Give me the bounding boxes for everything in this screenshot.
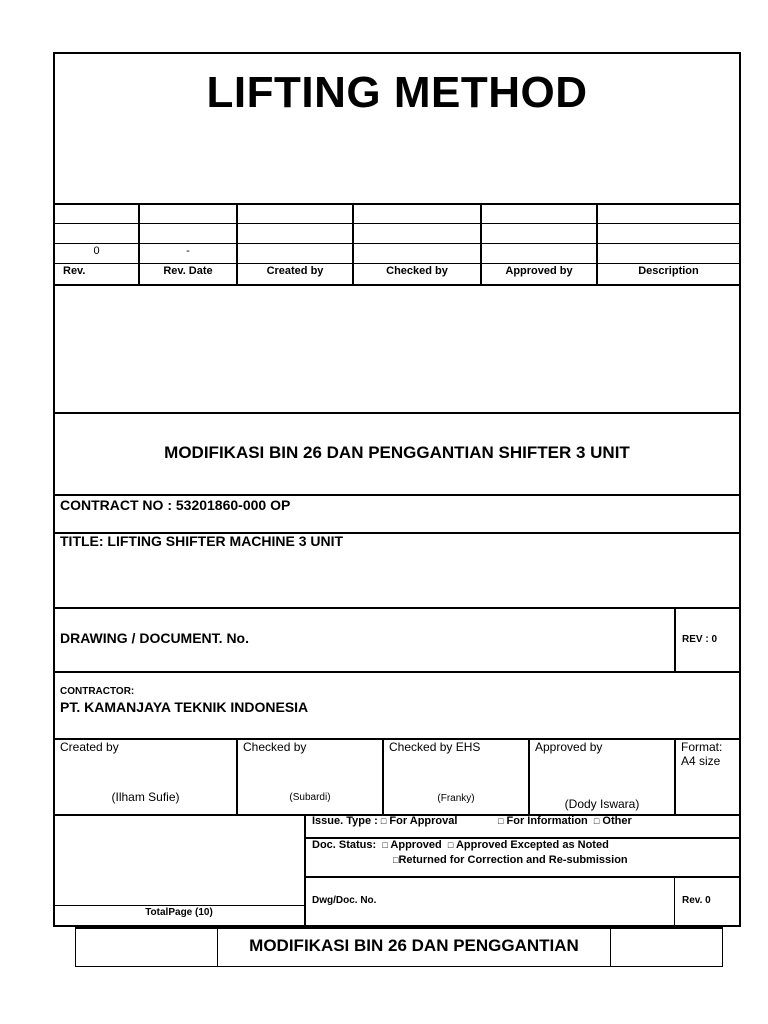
- section-divider: [53, 607, 741, 609]
- bottom-strip-title: MODIFIKASI BIN 26 DAN PENGGANTIAN: [249, 936, 579, 955]
- project-title: MODIFIKASI BIN 26 DAN PENGGANTIAN SHIFTER 3 UNIT: [164, 443, 630, 462]
- section-divider: [53, 494, 741, 496]
- doc-status-row: [393, 854, 628, 866]
- format-label: Format:: [681, 740, 723, 754]
- checkbox-icon[interactable]: □: [382, 840, 388, 850]
- status-option-returned: Returned for Correction and Re-submission: [398, 854, 628, 866]
- revision-col-description: Description: [638, 265, 699, 277]
- totalpage-divider: [53, 905, 305, 906]
- drawing-rev-divider: [674, 607, 676, 671]
- section-divider: [53, 412, 741, 414]
- created-by-label: Created by: [60, 740, 119, 754]
- dwg-rev-divider: [674, 877, 675, 926]
- section-divider: [53, 671, 741, 673]
- doc-status-label: Doc. Status:: [312, 839, 377, 851]
- contractor-name: PT. KAMANJAYA TEKNIK INDONESIA: [60, 699, 309, 715]
- revision-col-approved: Approved by: [505, 265, 573, 277]
- issue-option-for-approval: For Approval: [389, 815, 458, 827]
- contract-number: CONTRACT NO : 53201860-000 OP: [60, 497, 291, 513]
- contractor-label: CONTRACTOR:: [60, 686, 135, 697]
- revision-col-checked: Checked by: [386, 265, 448, 277]
- drawing-rev: REV : 0: [682, 634, 718, 645]
- revision-date-value: -: [186, 245, 190, 257]
- revision-table-top-line: [53, 203, 741, 205]
- format-value: A4 size: [681, 754, 721, 768]
- checkbox-icon[interactable]: □: [380, 816, 387, 826]
- revision-col-rev: Rev.: [63, 265, 86, 277]
- revision-col-date: Rev. Date: [163, 265, 213, 277]
- issue-type-label: Issue. Type :: [312, 815, 378, 827]
- checked-by-name: (Subardi): [289, 792, 331, 803]
- signature-divider: [674, 738, 676, 814]
- revision-table-row-line: [53, 243, 741, 244]
- revision-table-row-line: [53, 263, 741, 264]
- footer-rev: Rev. 0: [682, 895, 711, 906]
- issue-option-for-information: For Information: [506, 815, 588, 827]
- revision-col-created: Created by: [266, 265, 324, 277]
- checked-by-label: Checked by: [243, 740, 307, 754]
- drawing-document-number-label: DRAWING / DOCUMENT. No.: [60, 630, 249, 646]
- bottom-strip-divider: [610, 928, 611, 967]
- revision-table-row-line: [53, 223, 741, 224]
- status-dwg-divider: [305, 876, 741, 878]
- document-title: LIFTING METHOD: [206, 68, 588, 117]
- revision-rev-value: 0: [93, 245, 100, 257]
- total-page: TotalPage (10): [145, 907, 213, 918]
- revision-table-bottom-line: [53, 284, 741, 286]
- issue-type-row: [498, 815, 632, 827]
- status-option-approved: Approved: [390, 839, 442, 851]
- approved-by-name: (Dody Iswara): [564, 797, 640, 811]
- checkbox-icon[interactable]: □: [498, 816, 504, 826]
- document-subject-title: TITLE: LIFTING SHIFTER MACHINE 3 UNIT: [60, 533, 344, 549]
- checkbox-icon[interactable]: □: [393, 855, 399, 865]
- doc-status-row: [312, 839, 609, 851]
- issue-type-row: [312, 815, 457, 827]
- approved-by-label: Approved by: [535, 740, 603, 754]
- issue-option-other: Other: [602, 815, 632, 827]
- checked-by-ehs-name: (Franky): [437, 793, 475, 804]
- checkbox-icon[interactable]: □: [447, 840, 454, 850]
- dwg-doc-no-label: Dwg/Doc. No.: [312, 895, 377, 906]
- created-by-name: (Ilham Sufie): [111, 790, 180, 804]
- status-option-approved-excepted: Approved Excepted as Noted: [455, 839, 609, 851]
- checked-by-ehs-label: Checked by EHS: [389, 740, 481, 754]
- checkbox-icon[interactable]: □: [593, 816, 600, 826]
